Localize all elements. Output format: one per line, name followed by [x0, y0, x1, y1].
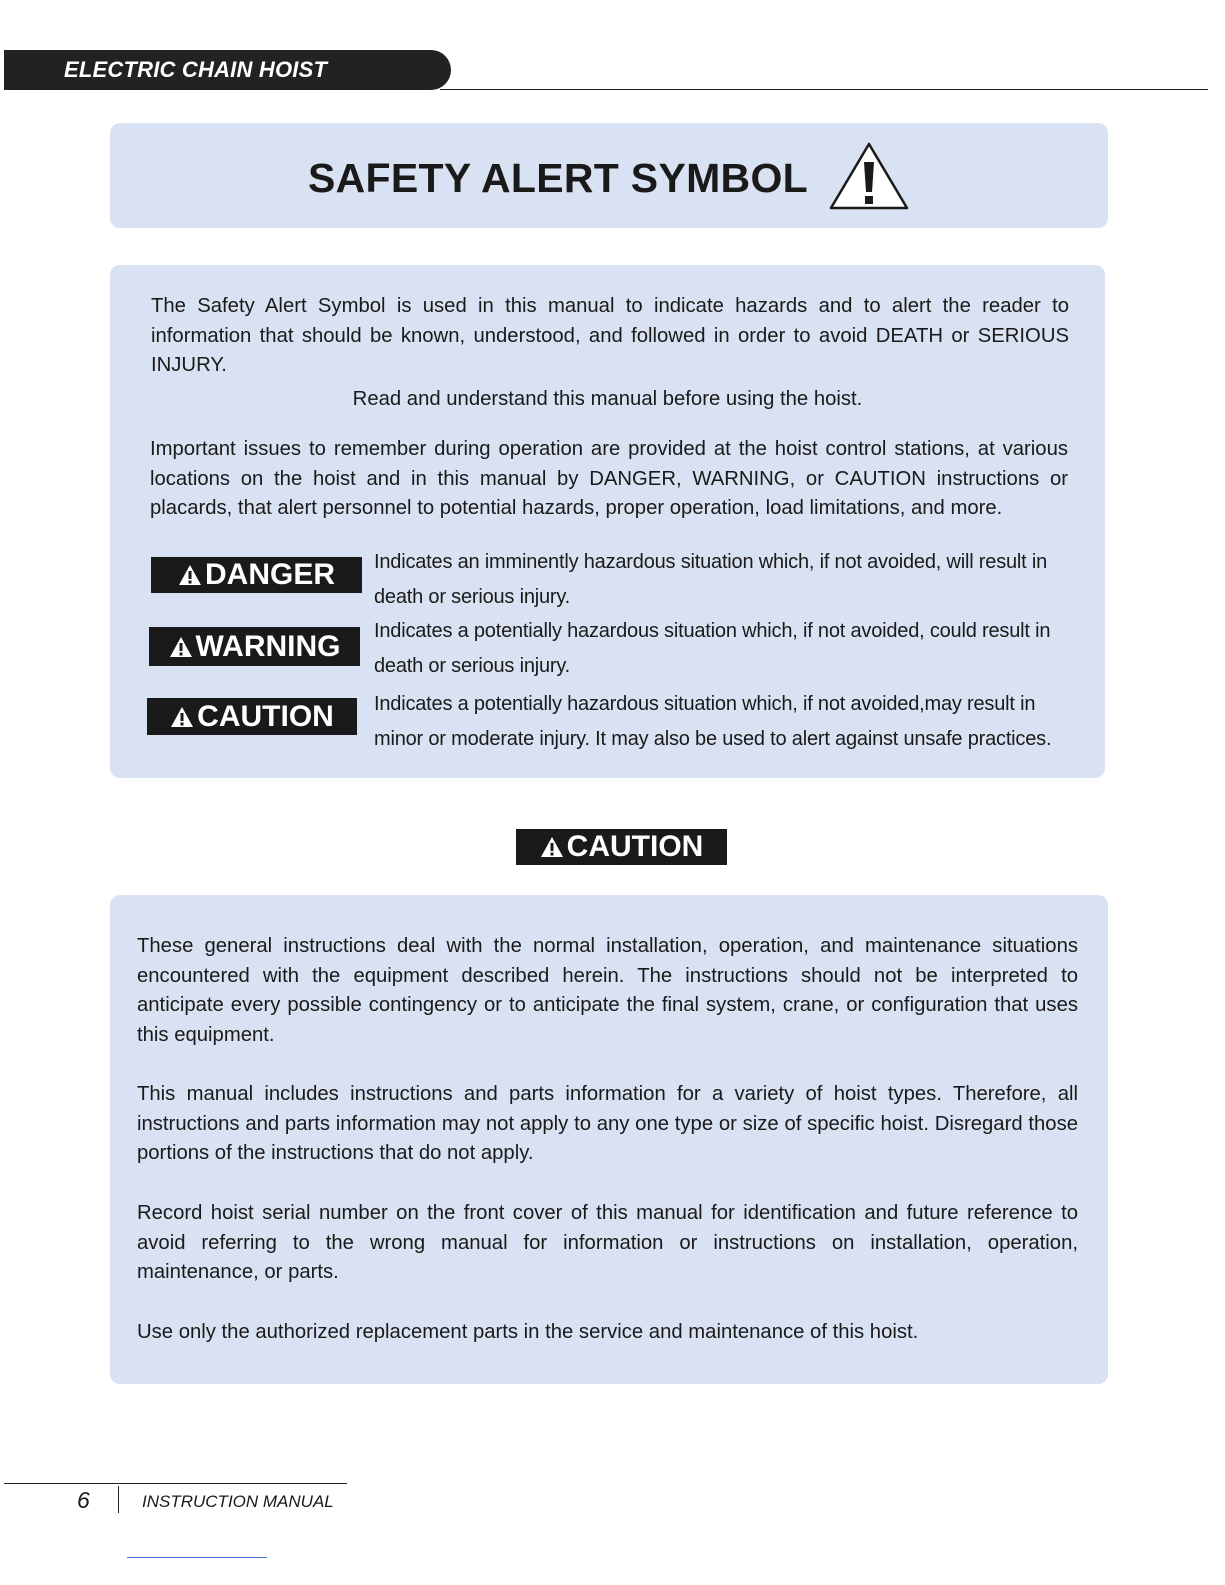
header-rule	[440, 89, 1208, 90]
read-manual-note: Read and understand this manual before using the hoist.	[352, 388, 863, 410]
safety-alert-triangle-icon	[828, 140, 910, 212]
danger-sign-label: DANGER	[204, 558, 335, 591]
danger-sign	[151, 557, 362, 593]
warning-sign-label: WARNING	[195, 629, 341, 663]
warning-triangle-icon	[169, 636, 193, 658]
caution-paragraph: Use only the authorized replacement parts in the service and maintenance of this hoist.	[137, 1321, 919, 1343]
caution-section-label: CAUTION	[566, 830, 704, 863]
caution-sign	[147, 698, 357, 735]
page-number: 6	[77, 1487, 90, 1513]
intro-paragraph: Important issues to remember during operation are provided at the hoist control stations, at various locations on the hoist and in this manual by DANGER, WARNING, or CAUTION instructions or placards, that alert personnel to potential hazards, proper operation, load limitations, and more.	[150, 438, 1068, 520]
footer-rule	[4, 1483, 347, 1484]
intro-paragraph: The Safety Alert Symbol is used in this manual to indicate hazards and to alert the reader to information that should be known, understood, and followed in order to avoid DEATH or SERIOUS INJURY.	[151, 295, 1069, 377]
caution-paragraph: These general instructions deal with the normal installation, operation, and maintenance situations encountered with the equipment described herein. The instructions should not be interpreted to anticipate every possible contingency or to anticipate the final system, crane, or configuration that uses this equipment.	[137, 935, 1078, 1047]
warning-triangle-icon	[540, 836, 564, 858]
warning-triangle-icon	[178, 564, 202, 586]
warning-sign	[149, 627, 360, 666]
caution-paragraph: Record hoist serial number on the front cover of this manual for identification and future reference to avoid referring to the wrong manual for information or instructions on installation, operation, maintenance, or parts.	[137, 1202, 1078, 1284]
footer-label: INSTRUCTION MANUAL	[142, 1492, 334, 1511]
caution-sign-label: CAUTION	[197, 699, 334, 733]
danger-description: Indicates an imminently hazardous situation which, if not avoided, will result in death or serious injury.	[374, 551, 1048, 608]
page-title: SAFETY ALERT SYMBOL	[308, 155, 809, 201]
bottom-underline	[127, 1557, 267, 1558]
caution-paragraph: This manual includes instructions and parts information for a variety of hoist types. Therefore, all instructions and parts information may not apply to any one type or size of specific hoist. Disregard those portions of the instructions that do not apply.	[137, 1083, 1078, 1165]
header-title: ELECTRIC CHAIN HOIST	[64, 57, 328, 82]
footer-separator	[118, 1486, 119, 1513]
caution-description: Indicates a potentially hazardous situation which, if not avoided,may result in minor or moderate injury. It may also be used to alert against unsafe practices.	[374, 693, 1052, 750]
caution-section-sign	[516, 829, 727, 865]
warning-description: Indicates a potentially hazardous situation which, if not avoided, could result in death or serious injury.	[374, 620, 1051, 677]
warning-triangle-icon	[170, 706, 194, 728]
